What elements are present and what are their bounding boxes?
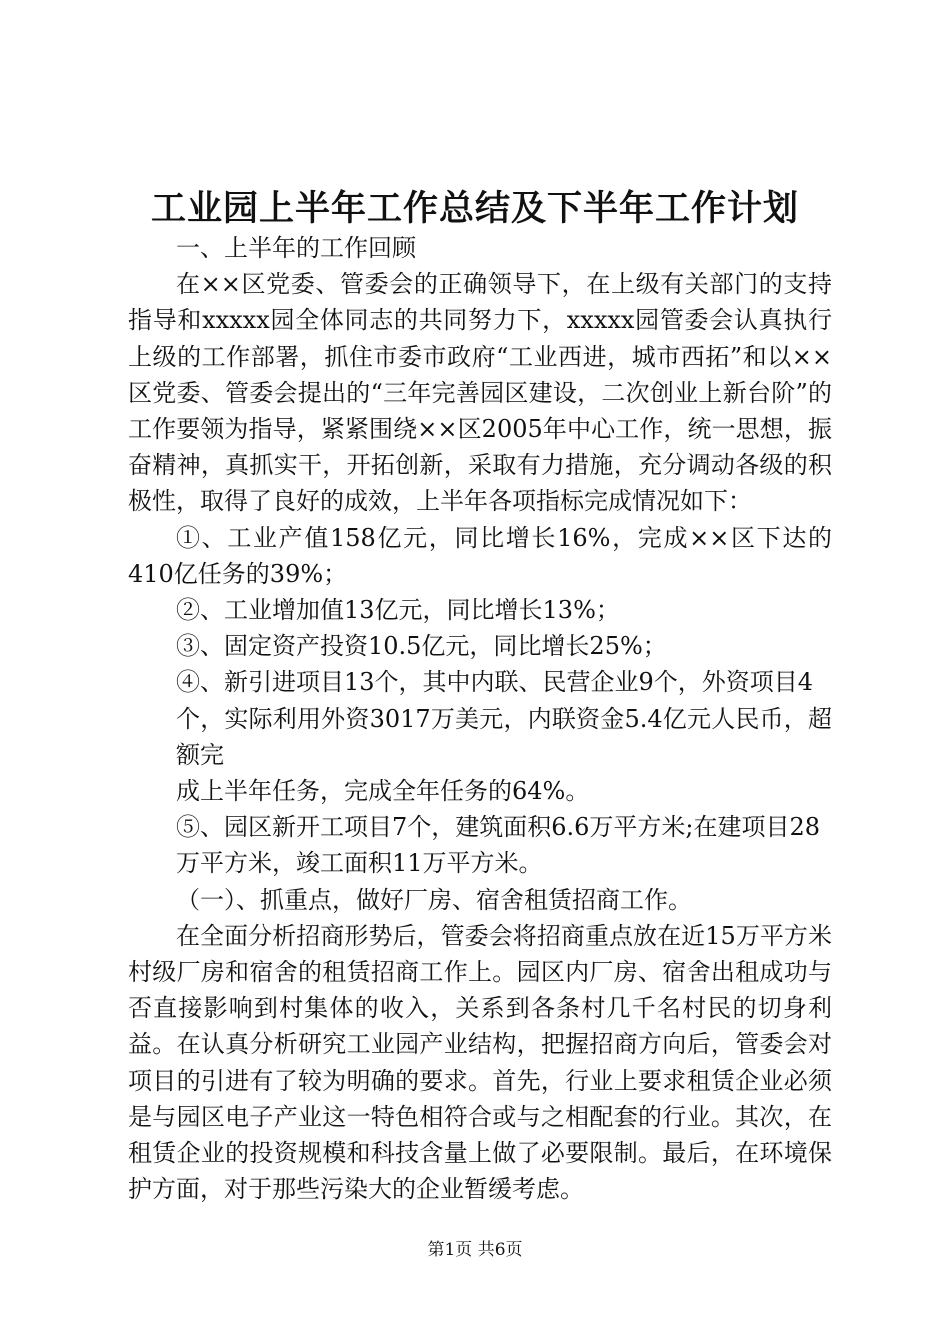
list-item-5: ⑤、园区新开工项目7个，建筑面积6.6万平方米;在建项目28: [176, 813, 821, 842]
subsection-heading: （一）、抓重点，做好厂房、宿舍租赁招商工作。: [176, 885, 692, 914]
list-item-1: ①、工业产值158亿元，同比增长16%，完成××区下达的410亿任务的39%；: [128, 523, 832, 588]
section-heading: 一、上半年的工作回顾: [176, 234, 416, 262]
body-paragraph: 在全面分析招商形势后，管委会将招商重点放在近15万平方米村级厂房和宿舍的租赁招商工作上。园区内厂房、宿舍出租成功与否直接影响到村集体的收入，关系到各条村几千名村民的切身利益。在认真分析研究工业园产业结构，把握招商方向后，管委会对项目的引进有了较为明确的要求。首先，行业上要求租赁企业必须是与园区电子产业这一特色相符合或与之相配套的行业。其次，在租赁企业的投资规模和科技含量上做了必要限制。最后，在环境保护方面，对于那些污染大的企业暂缓考虑。: [128, 921, 832, 1204]
document-title: 工业园上半年工作总结及下半年工作计划: [150, 188, 799, 229]
list-item-4-continued: 个，实际利用外资3017万美元，内联资金5.4亿元人民币，超额完: [176, 704, 832, 769]
list-item-4-continued: 成上半年任务，完成全年任务的64%。: [176, 777, 590, 806]
document-body: [128, 230, 832, 1207]
list-item-3: ③、固定资产投资10.5亿元，同比增长25%；: [176, 632, 667, 661]
list-item-4: ④、新引进项目13个，其中内联、民营企业9个，外资项目4: [176, 668, 814, 697]
list-item-5-continued: 万平方米，竣工面积11万平方米。: [176, 849, 543, 878]
page-number: 第1页 共6页: [427, 1240, 523, 1260]
list-item-2: ②、工业增加值13亿元，同比增长13%；: [176, 596, 620, 625]
body-paragraph: 在××区党委、管委会的正确领导下，在上级有关部门的支持指导和xxxxx园全体同志的共同努力下，xxxxx园管委会认真执行上级的工作部署，抓住市委市政府“工业西进，城市西拓”和以××区党委、管委会提出的“三年完善园区建设，二次创业上新台阶”的工作要领为指导，紧紧围绕××区2005年中心工作，统一思想，振奋精神，真抓实干，开拓创新，采取有力措施，充分调动各级的积极性，取得了良好的成效，上半年各项指标完成情况如下：: [128, 270, 832, 516]
